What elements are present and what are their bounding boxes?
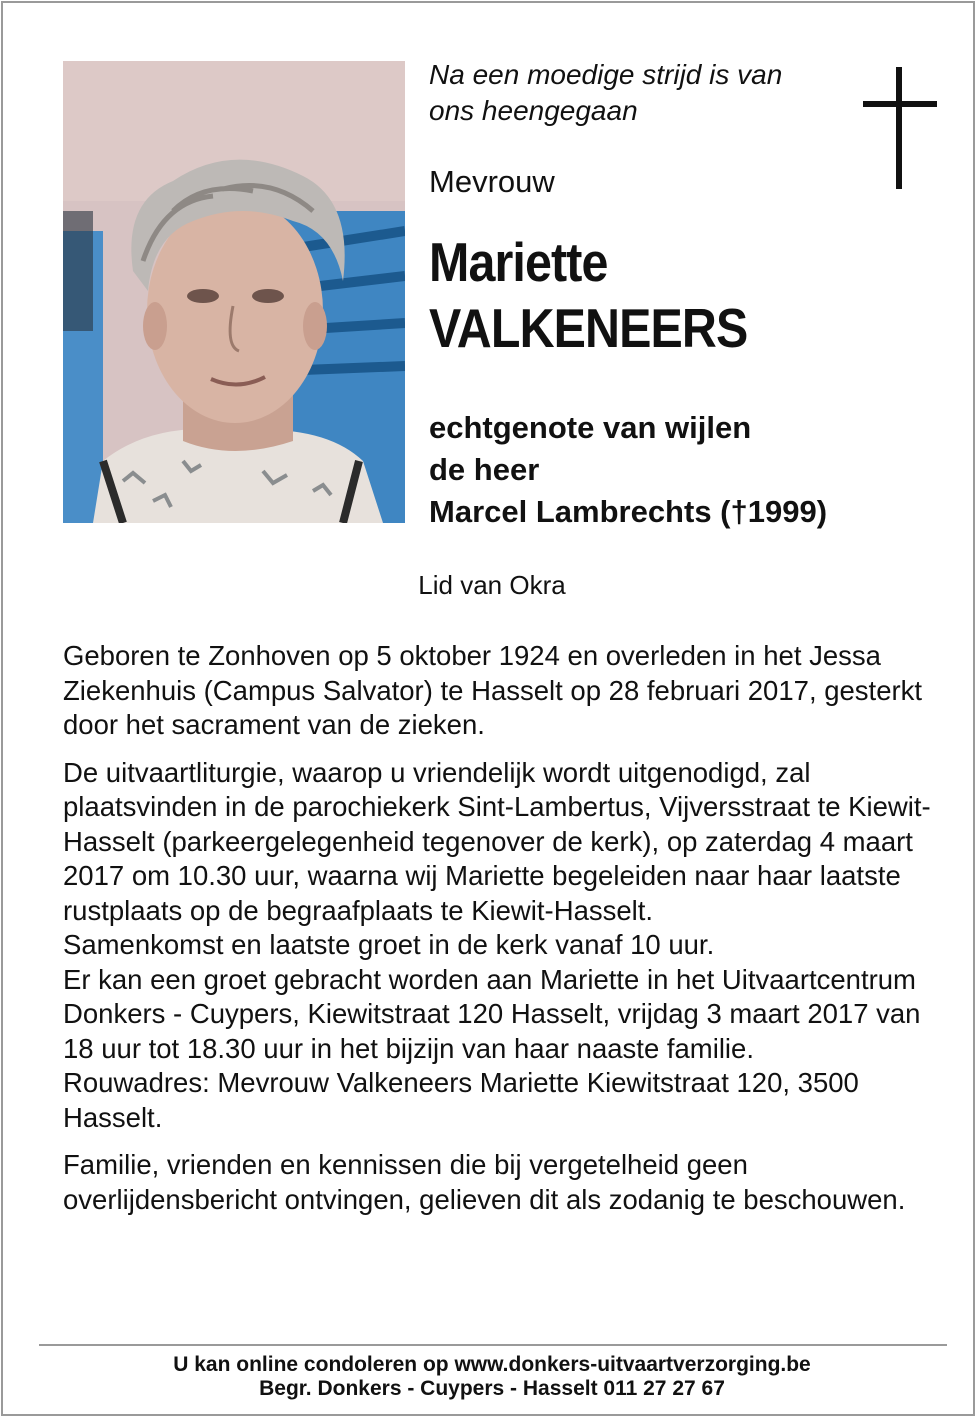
spouse-line: de heer <box>429 452 540 487</box>
cross-icon <box>863 67 937 189</box>
portrait-illustration <box>63 61 405 523</box>
spouse-line: Marcel Lambrechts (†1999) <box>429 494 828 529</box>
last-name: VALKENEERS <box>429 297 748 359</box>
divider <box>39 1344 947 1346</box>
deceased-name <box>429 229 747 361</box>
first-name: Mariette <box>429 231 608 293</box>
paragraph-funeral: De uitvaartliturgie, waarop u vriendelijk wordt uitgenodigd, zal plaatsvinden in de parochiekerk Sint-Lambertus, Vijversstraat te Kiewit-Hasselt (parkeergelegenheid tegenover de kerk), op zaterdag 4 maart 2017 om 10.30 uur, waarna wij Mariette begeleiden naar haar laatste rustplaats op de begraafplaats te Kiewit-Hasselt. <box>63 756 931 926</box>
spouse-line: echtgenote van wijlen <box>429 410 752 445</box>
intro-line: Na een moedige strijd is van <box>429 59 783 90</box>
intro-text <box>429 57 849 129</box>
spouse-info <box>429 407 827 533</box>
footer-condolence-link[interactable]: U kan online condoleren op www.donkers-uitvaartverzorging.be <box>173 1353 811 1376</box>
salutation: Mevrouw <box>429 164 555 199</box>
obituary-card <box>1 1 975 1416</box>
footer <box>3 1353 980 1401</box>
portrait-photo <box>63 61 405 523</box>
paragraph-birth-death: Geboren te Zonhoven op 5 oktober 1924 en overleden in het Jessa Ziekenhuis (Campus Salvator) te Hasselt op 28 februari 2017, gesterkt door het sacrament van de zieken. <box>63 640 923 740</box>
paragraph-family-note: Familie, vrienden en kennissen die bij vergetelheid geen overlijdensbericht ontvingen, gelieven dit als zodanig te beschouwen. <box>63 1149 906 1215</box>
paragraph-gathering: Samenkomst en laatste groet in de kerk vanaf 10 uur. <box>63 929 715 960</box>
footer-funeral-home: Begr. Donkers - Cuypers - Hasselt 011 27 27 67 <box>259 1377 725 1400</box>
intro-line: ons heengegaan <box>429 95 638 126</box>
notice-body <box>63 639 933 1217</box>
paragraph-address: Rouwadres: Mevrouw Valkeneers Mariette Kiewitstraat 120, 3500 Hasselt. <box>63 1067 859 1133</box>
paragraph-viewing: Er kan een groet gebracht worden aan Mariette in het Uitvaartcentrum Donkers - Cuypers, Kiewitstraat 120 Hasselt, vrijdag 3 maart 2017 van 18 uur tot 18.30 uur in het bijzijn van haar naaste familie. <box>63 963 921 1064</box>
membership: Lid van Okra <box>418 570 566 600</box>
